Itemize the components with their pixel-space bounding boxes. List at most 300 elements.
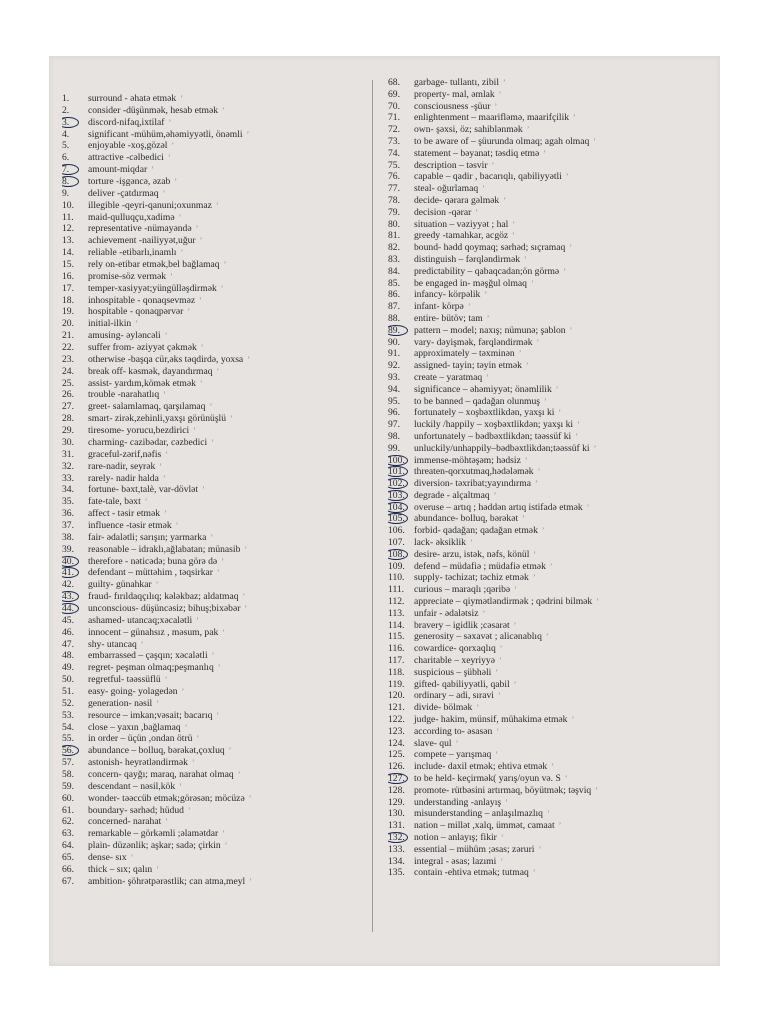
entry-text: bound- hədd qoymaq; sərhəd; sıçramaq <box>414 242 566 254</box>
pencil-tick-mark: ’ <box>216 568 220 578</box>
entry-number: 104. <box>388 501 405 513</box>
entry-text: compete – yarışmaq <box>414 749 492 761</box>
entry-text: diversion- təxribat;yayındırma <box>414 478 531 490</box>
entry-number: 37. <box>62 519 74 531</box>
entry-text: garbage- tullantı, zibil <box>414 77 499 88</box>
entry-text: cowardice- qorxaqlıq <box>414 643 496 655</box>
entry-number: 64. <box>62 840 74 852</box>
vocabulary-entry <box>62 473 382 485</box>
vocabulary-entry <box>62 852 382 864</box>
entry-number: 108. <box>388 548 405 560</box>
entry-number: 33. <box>62 472 74 484</box>
pencil-tick-mark: ’ <box>482 184 485 194</box>
pencil-tick-mark: ’ <box>155 580 159 590</box>
entry-text: regret- peşman olmaq;peşmanlıq <box>88 662 214 674</box>
vocabulary-entry <box>62 567 382 579</box>
pencil-tick-mark: ’ <box>558 821 562 831</box>
entry-number: 115. <box>388 631 405 643</box>
entry-text: unluckily/unhappily–bədbəxtlikdən;təəssüf ki <box>414 442 590 454</box>
pencil-tick-mark: ’ <box>168 117 172 127</box>
vocabulary-entry <box>62 757 382 769</box>
entry-text: include- daxil etmək; ehtiva etmək <box>414 761 548 773</box>
vocabulary-entry <box>62 271 382 283</box>
vocabulary-entry <box>62 342 382 354</box>
entry-number: 69. <box>388 88 400 100</box>
vocabulary-entry <box>62 520 382 532</box>
entry-number: 6. <box>62 152 70 164</box>
vocabulary-entry <box>62 437 382 449</box>
entry-number: 54. <box>62 721 74 733</box>
entry-number: 77. <box>388 183 400 195</box>
entry-text: threaten-qorxutmaq,hədələmək <box>414 466 534 478</box>
vocabulary-entry <box>62 864 382 876</box>
vocabulary-entry <box>388 207 714 219</box>
pencil-tick-mark: ’ <box>162 188 166 198</box>
entry-text: create – yaratmaq <box>414 371 483 383</box>
pencil-tick-mark: ’ <box>524 254 527 264</box>
entry-number: 128. <box>388 784 405 796</box>
vocabulary-entry <box>388 561 714 573</box>
entry-number: 112. <box>388 596 405 608</box>
vocabulary-entry <box>388 808 714 820</box>
entry-number: 116. <box>388 643 405 655</box>
pencil-tick-mark: ’ <box>151 165 154 175</box>
entry-text: close – yaxın ,bağlamaq <box>88 721 181 733</box>
entry-number: 103. <box>388 489 405 501</box>
pencil-tick-mark: ’ <box>586 502 590 512</box>
vocabulary-entry <box>62 318 382 330</box>
vocabulary-entry <box>62 223 382 235</box>
vocabulary-entry <box>388 608 714 620</box>
entry-text: boundary- sərhəd; hüdud <box>88 804 184 816</box>
pencil-tick-mark: ’ <box>494 101 498 111</box>
entry-text: discord-nifaq,ixtilaf <box>88 116 165 128</box>
vocabulary-entry <box>62 805 382 817</box>
pencil-tick-mark: ’ <box>244 544 248 554</box>
entry-number: 10. <box>62 199 74 211</box>
vocabulary-entry <box>388 77 714 89</box>
pencil-tick-mark: ’ <box>569 325 573 335</box>
pencil-tick-mark: ’ <box>165 817 168 827</box>
pencil-tick-mark: ’ <box>565 172 569 182</box>
entry-text: rare-nadir, seyrək <box>88 460 156 472</box>
pencil-tick-mark: ’ <box>498 89 502 99</box>
entry-number: 133. <box>388 843 405 855</box>
pencil-tick-mark: ’ <box>178 212 182 222</box>
entry-text: maid-qulluqçu,xadimə <box>88 211 175 223</box>
pencil-tick-mark: ’ <box>156 864 159 874</box>
vocabulary-entry <box>62 769 382 781</box>
entry-text: gifted- qabiliyyətli, qabil <box>414 678 510 690</box>
pencil-tick-mark: ’ <box>237 769 241 779</box>
entry-number: 20. <box>62 318 74 330</box>
pencil-tick-mark: ’ <box>242 592 246 602</box>
pencil-tick-mark: ’ <box>593 136 596 146</box>
pencil-tick-mark: ’ <box>484 290 488 300</box>
vocabulary-entry <box>62 366 382 378</box>
entry-number: 45. <box>62 614 74 626</box>
vocabulary-entry <box>62 840 382 852</box>
entry-number: 46. <box>62 626 74 638</box>
entry-text: desire- arzu, istək, nəfs, könül <box>414 548 530 560</box>
entry-number: 15. <box>62 259 74 271</box>
vocabulary-entry <box>388 183 714 195</box>
entry-number: 81. <box>388 230 400 242</box>
pencil-tick-mark: ’ <box>222 627 225 637</box>
entry-text: infant- körpə <box>414 301 464 313</box>
entry-text: thick – sıx; qalın <box>88 863 153 875</box>
vocabulary-entry <box>388 773 714 785</box>
entry-text: charming- cazibədar, cəzbedici <box>88 436 208 448</box>
entry-text: notion – anlayış; fikir <box>414 832 497 843</box>
entry-text: significance – əhəmiyyət; önəmlilik <box>414 383 552 395</box>
entry-text: surround - əhatə etmək <box>88 93 177 104</box>
pencil-tick-mark: ’ <box>526 125 530 135</box>
pencil-tick-mark: ’ <box>228 746 232 756</box>
pencil-tick-mark: ’ <box>222 829 225 839</box>
entry-number: 13. <box>62 235 74 247</box>
entry-number: 119. <box>388 678 405 690</box>
pencil-tick-mark: ’ <box>193 426 196 436</box>
pencil-tick-mark: ’ <box>180 94 183 103</box>
entry-text: abundance – bolluq, bərəkət,çoxluq <box>88 745 225 757</box>
vocabulary-entry <box>62 627 382 639</box>
vocabulary-entry <box>62 188 382 200</box>
entry-text: ashamed- utancaq;xəcalətli <box>88 614 193 626</box>
vocabulary-entry <box>62 484 382 496</box>
entry-number: 76. <box>388 171 400 183</box>
entry-text: amount-miqdar <box>88 164 148 176</box>
entry-number: 91. <box>388 348 400 360</box>
vocabulary-entry <box>388 396 714 408</box>
entry-text: nation – millət ,xalq, ümmət, camaat <box>414 820 555 832</box>
pencil-tick-mark: ’ <box>210 532 214 542</box>
vocabulary-entry <box>388 455 714 467</box>
entry-text: charitable – xeyriyyə <box>414 655 495 667</box>
vocabulary-entry <box>388 797 714 809</box>
pencil-tick-mark: ’ <box>467 302 471 312</box>
entry-number: 88. <box>388 312 400 324</box>
vocabulary-entry <box>388 620 714 632</box>
entry-number: 127. <box>388 773 405 785</box>
entry-text: steal- oğurlamaq <box>414 183 479 195</box>
entry-number: 50. <box>62 674 74 686</box>
entry-text: to be aware of – şüurunda olmaq; agah olmaq <box>414 135 590 147</box>
entry-text: be engaged in- məşğul olmaq <box>414 277 527 289</box>
vocabulary-entry <box>388 219 714 231</box>
entry-number: 121. <box>388 702 405 714</box>
entry-number: 83. <box>388 253 400 265</box>
entry-text: inhospitable - qonaqsevməz <box>88 294 196 306</box>
entry-text: reasonable – idraklı,ağlabatan; münasib <box>88 543 241 555</box>
entry-number: 56. <box>62 745 74 757</box>
pencil-tick-mark: ’ <box>217 663 221 673</box>
pencil-tick-mark: ’ <box>533 549 537 559</box>
entry-number: 90. <box>388 336 400 348</box>
pencil-tick-mark: ’ <box>167 153 171 163</box>
entry-number: 60. <box>62 792 74 804</box>
entry-number: 124. <box>388 737 405 749</box>
entry-number: 57. <box>62 757 74 769</box>
vocabulary-entry <box>62 354 382 366</box>
vocabulary-entry <box>62 710 382 722</box>
vocabulary-entry <box>62 306 382 318</box>
entry-text: approximately – təxminən <box>414 348 515 360</box>
entry-text: ambition- şöhrətpərəstlik; can atma,meyl <box>88 875 246 887</box>
vocabulary-entry <box>62 698 382 710</box>
entry-number: 94. <box>388 383 400 395</box>
vocabulary-entry <box>388 313 714 325</box>
entry-text: enlightenment – maarifləmə, maarifçilik <box>414 112 570 124</box>
pencil-tick-mark: ’ <box>505 797 508 807</box>
entry-number: 101. <box>388 466 405 478</box>
entry-text: consider -düşünmək, hesab etmək <box>88 104 219 116</box>
pencil-tick-mark: ’ <box>222 105 225 115</box>
entry-text: assigned- tayin; təyin etmək <box>414 360 522 372</box>
entry-text: rely on-etibar etmək,bel bağlamaq <box>88 259 220 271</box>
vocabulary-entry <box>62 129 382 141</box>
pencil-tick-mark: ’ <box>246 129 250 139</box>
pencil-tick-mark: ’ <box>513 679 517 689</box>
vocabulary-entry <box>388 572 714 584</box>
entry-number: 117. <box>388 655 405 667</box>
entry-text: unconscious- düşüncəsiz; bihuş;bixəbər <box>88 602 241 614</box>
entry-text: assist- yardım,kömək etmək <box>88 377 196 389</box>
entry-text: capable – qadir , bacarıqlı, qabiliyyətli <box>414 171 562 183</box>
pencil-tick-mark: ’ <box>211 651 215 661</box>
pencil-tick-mark: ’ <box>546 809 550 819</box>
entry-text: resource – imkan;vəsait; bacarıq <box>88 709 213 721</box>
entry-text: concerned- narahat <box>88 816 162 828</box>
entry-text: appreciate – qiymətləndirmək ; qədrini bilmək <box>414 596 593 608</box>
entry-number: 38. <box>62 531 74 543</box>
entry-number: 17. <box>62 282 74 294</box>
vocabulary-entry <box>62 200 382 212</box>
entry-number: 106. <box>388 525 405 537</box>
vocabulary-entry <box>388 278 714 290</box>
vocabulary-entry <box>62 508 382 520</box>
entry-number: 8. <box>62 176 70 188</box>
entry-text: illegible -qeyri-qanuni;oxunmaz <box>88 199 212 211</box>
entry-text: plain- düzənlik; aşkar; sadə; çirkin <box>88 840 221 852</box>
vocabulary-entry <box>388 242 714 254</box>
vocabulary-entry <box>62 639 382 651</box>
pencil-tick-mark: ’ <box>191 758 195 768</box>
pencil-tick-mark: ’ <box>532 868 536 878</box>
pencil-tick-mark: ’ <box>577 420 580 430</box>
vocabulary-entry <box>388 785 714 797</box>
entry-number: 65. <box>62 852 74 863</box>
pencil-tick-mark: ’ <box>536 337 540 347</box>
pencil-tick-mark: ’ <box>130 853 134 862</box>
entry-text: enjoyable -xoş,gözəl <box>88 140 168 152</box>
pencil-tick-mark: ’ <box>563 266 566 276</box>
vocabulary-entry <box>388 112 714 124</box>
entry-number: 23. <box>62 353 74 365</box>
vocabulary-entry <box>388 537 714 549</box>
entry-number: 120. <box>388 690 405 702</box>
pencil-tick-mark: ’ <box>164 675 168 685</box>
pencil-tick-mark: ’ <box>538 844 542 854</box>
entry-number: 97. <box>388 419 400 431</box>
pencil-tick-mark: ’ <box>202 485 205 495</box>
entry-number: 2. <box>62 104 70 116</box>
entry-number: 72. <box>388 124 400 136</box>
vocabulary-entry <box>388 844 714 856</box>
vocabulary-entry <box>388 124 714 136</box>
entry-number: 40. <box>62 555 74 567</box>
entry-number: 36. <box>62 508 74 520</box>
vocabulary-entry <box>62 449 382 461</box>
entry-text: generation- nəsil <box>88 697 153 709</box>
vocabulary-entry <box>388 856 714 868</box>
pencil-tick-mark: ’ <box>170 271 173 281</box>
vocabulary-entry <box>388 195 714 207</box>
vocabulary-entry <box>62 212 382 224</box>
entry-text: predictability – qabaqcadan;ön görmə <box>414 265 560 277</box>
entry-number: 9. <box>62 187 70 199</box>
entry-text: integral - əsas; lazımi <box>414 855 497 867</box>
entry-text: hospitable - qonaqpərvər <box>88 306 184 318</box>
entry-number: 79. <box>388 206 400 218</box>
vocabulary-entry <box>388 101 714 113</box>
entry-number: 130. <box>388 808 405 820</box>
pencil-tick-mark: ’ <box>248 793 252 803</box>
vocabulary-entry <box>62 401 382 413</box>
vocabulary-column-right <box>388 77 714 879</box>
entry-text: break off- kəsmək, dayandırmaq <box>88 365 213 377</box>
vocabulary-entry <box>62 674 382 686</box>
entry-number: 28. <box>62 413 74 425</box>
entry-text: lack- əksiklik <box>414 537 466 549</box>
entry-number: 43. <box>62 591 74 603</box>
vocabulary-entry <box>62 295 382 307</box>
pencil-tick-mark: ’ <box>230 414 233 424</box>
pencil-tick-mark: ’ <box>525 361 529 371</box>
entry-text: dense- sıx <box>88 852 127 863</box>
entry-text: reliable -etibarlı,inamlı <box>88 247 177 259</box>
pencil-tick-mark: ’ <box>221 556 224 566</box>
vocabulary-entry <box>388 513 714 525</box>
entry-text: smart- zirək,zehinli,yaxşı görünüşlü <box>88 413 227 425</box>
entry-text: defend – müdafiə ; müdafiə etmək <box>414 560 546 572</box>
entry-number: 131. <box>388 820 405 832</box>
entry-text: essential – mühüm ;əsas; zəruri <box>414 843 535 855</box>
pencil-tick-mark: ’ <box>196 615 199 625</box>
pencil-tick-mark: ’ <box>541 526 545 536</box>
entry-text: contain -ehtiva etmək; tutmaq <box>414 867 529 879</box>
pencil-tick-mark: ’ <box>196 734 200 744</box>
entry-number: 34. <box>62 484 74 496</box>
entry-text: divide- bölmək <box>414 702 473 714</box>
entry-text: unfair - ədalətsiz <box>414 607 479 619</box>
entry-text: promise-söz vermək <box>88 270 167 282</box>
vocabulary-entry <box>62 556 382 568</box>
entry-number: 114. <box>388 619 405 631</box>
entry-number: 107. <box>388 537 405 549</box>
pencil-tick-mark: ’ <box>135 319 138 329</box>
entry-text: understanding -anlayış <box>414 796 502 808</box>
vocabulary-entry <box>388 761 714 773</box>
entry-text: achievement -nailiyyət,uğur <box>88 235 196 247</box>
entry-text: regretful- təəssüflü <box>88 674 161 686</box>
entry-number: 82. <box>388 242 400 254</box>
pencil-tick-mark: ’ <box>224 841 228 851</box>
entry-text: fate-tale, bəxt <box>88 496 141 508</box>
vocabulary-entry <box>388 89 714 101</box>
pencil-tick-mark: ’ <box>551 762 554 772</box>
vocabulary-entry <box>388 679 714 691</box>
entry-number: 58. <box>62 768 74 780</box>
entry-text: fair- ədalətli; sarışın; yarmarka <box>88 531 207 543</box>
vocabulary-entry <box>388 643 714 655</box>
entry-text: tiresome- yorucu,bezdirici <box>88 425 190 437</box>
entry-text: pattern – model; naxış; nümunə; şablon <box>414 324 566 336</box>
pencil-tick-mark: ’ <box>502 78 506 87</box>
pencil-tick-mark: ’ <box>575 431 578 441</box>
pencil-tick-mark: ’ <box>475 207 478 217</box>
pencil-tick-mark: ’ <box>140 639 144 649</box>
entry-number: 100. <box>388 454 405 466</box>
vocabulary-entry <box>62 378 382 390</box>
vocabulary-entry <box>62 425 382 437</box>
entry-text: property- mal, əmlak <box>414 88 495 100</box>
pencil-tick-mark: ’ <box>496 726 499 736</box>
pencil-tick-mark: ’ <box>522 514 525 524</box>
entry-number: 110. <box>388 572 405 584</box>
entry-text: abundance- bolluq, bərəkət <box>414 513 519 525</box>
entry-text: entire- bütöv; tam <box>414 312 483 324</box>
pencil-tick-mark: ’ <box>532 573 536 583</box>
entry-number: 111. <box>388 584 405 596</box>
entry-text: according to- əsasən <box>414 725 493 737</box>
pencil-tick-mark: ’ <box>549 561 553 571</box>
vocabulary-entry <box>388 726 714 738</box>
entry-text: guilty- günahkar <box>88 579 152 591</box>
entry-number: 61. <box>62 804 74 816</box>
pencil-tick-mark: ’ <box>244 603 248 613</box>
entry-number: 71. <box>388 112 400 124</box>
vocabulary-entry <box>62 793 382 805</box>
pencil-tick-mark: ’ <box>534 479 538 489</box>
pencil-tick-mark: ’ <box>216 366 220 376</box>
entry-number: 134. <box>388 855 405 867</box>
entry-text: bravery – igidlik ;cəsarət <box>414 619 510 631</box>
entry-text: suffer from- əziyyət çəkmək <box>88 342 197 354</box>
entry-number: 89. <box>388 324 400 336</box>
vocabulary-entry <box>388 348 714 360</box>
entry-text: influence -təsir etmək <box>88 519 172 531</box>
entry-number: 85. <box>388 277 400 289</box>
pencil-tick-mark: ’ <box>455 738 459 748</box>
vocabulary-entry <box>388 289 714 301</box>
entry-text: embarrassed – çaşqın; xəcalətli <box>88 650 208 662</box>
entry-text: otherwise -başqa cür,əks təqdirdə, yoxsa <box>88 353 244 365</box>
vocabulary-entry <box>62 781 382 793</box>
vocabulary-entry <box>62 579 382 591</box>
vocabulary-column-left <box>62 93 382 888</box>
entry-number: 67. <box>62 875 74 887</box>
pencil-tick-mark: ’ <box>596 597 599 607</box>
pencil-tick-mark: ’ <box>495 667 498 677</box>
pencil-tick-mark: ’ <box>162 473 166 483</box>
vocabulary-entry <box>62 164 382 176</box>
pencil-tick-mark: ’ <box>482 608 486 618</box>
pencil-tick-mark: ’ <box>524 455 528 465</box>
vocabulary-entry <box>388 832 714 844</box>
entry-text: greet- salamlamaq, qarşılamaq <box>88 401 206 413</box>
pencil-tick-mark: ’ <box>514 585 517 595</box>
